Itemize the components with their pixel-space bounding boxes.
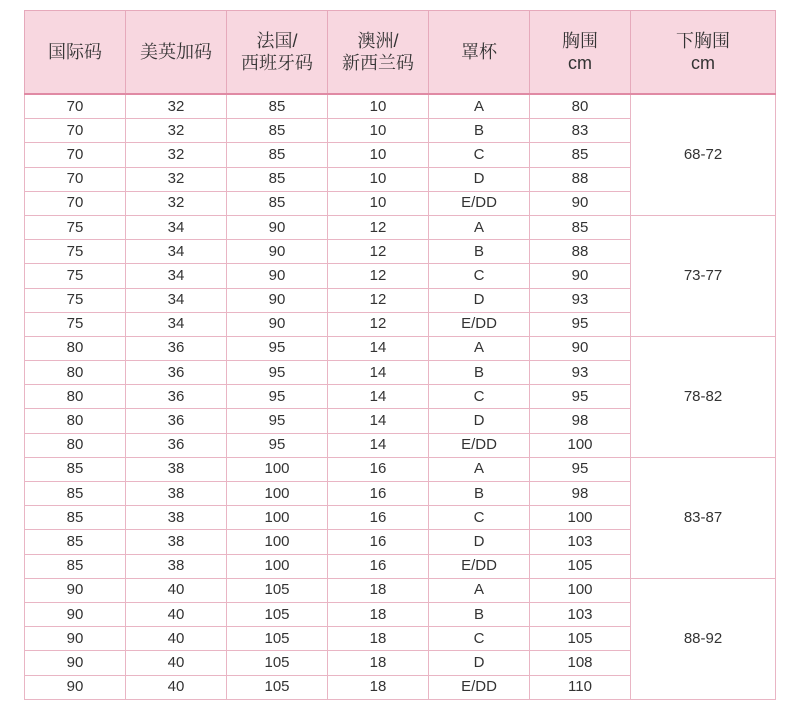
cell-au-nz-size: 10 (328, 119, 429, 143)
header-underbust: 下胸围 cm (631, 11, 776, 95)
cell-cup: A (429, 94, 530, 119)
cell-cup: D (429, 651, 530, 675)
cell-bust: 85 (530, 143, 631, 167)
cell-cup: B (429, 361, 530, 385)
cell-us-uk-ca-size: 38 (126, 506, 227, 530)
cell-intl-size: 85 (25, 482, 126, 506)
cell-us-uk-ca-size: 36 (126, 433, 227, 457)
cell-us-uk-ca-size: 32 (126, 94, 227, 119)
cell-cup: D (429, 288, 530, 312)
cell-intl-size: 70 (25, 94, 126, 119)
cell-intl-size: 85 (25, 530, 126, 554)
cell-au-nz-size: 12 (328, 240, 429, 264)
cell-fr-es-size: 95 (227, 361, 328, 385)
cell-fr-es-size: 90 (227, 312, 328, 336)
cell-intl-size: 80 (25, 385, 126, 409)
cell-fr-es-size: 90 (227, 264, 328, 288)
cell-fr-es-size: 105 (227, 627, 328, 651)
cell-intl-size: 75 (25, 215, 126, 239)
cell-bust: 110 (530, 675, 631, 699)
cell-cup: D (429, 530, 530, 554)
cell-intl-size: 85 (25, 506, 126, 530)
table-row (25, 578, 776, 602)
cell-bust: 80 (530, 94, 631, 119)
header-row (25, 11, 776, 95)
cell-us-uk-ca-size: 34 (126, 264, 227, 288)
cell-us-uk-ca-size: 38 (126, 554, 227, 578)
cell-bust: 105 (530, 627, 631, 651)
cell-intl-size: 80 (25, 409, 126, 433)
cell-us-uk-ca-size: 36 (126, 336, 227, 360)
header-cup: 罩杯 (429, 11, 530, 95)
header-au-nz-size: 澳洲/ 新西兰码 (328, 11, 429, 95)
cell-us-uk-ca-size: 36 (126, 361, 227, 385)
cell-fr-es-size: 105 (227, 651, 328, 675)
cell-intl-size: 90 (25, 627, 126, 651)
table-row (25, 215, 776, 239)
cell-intl-size: 75 (25, 264, 126, 288)
cell-au-nz-size: 12 (328, 264, 429, 288)
cell-fr-es-size: 100 (227, 530, 328, 554)
cell-bust: 98 (530, 482, 631, 506)
cell-au-nz-size: 14 (328, 361, 429, 385)
cell-au-nz-size: 14 (328, 336, 429, 360)
cell-intl-size: 70 (25, 191, 126, 215)
cell-fr-es-size: 90 (227, 215, 328, 239)
cell-intl-size: 85 (25, 554, 126, 578)
cell-us-uk-ca-size: 40 (126, 675, 227, 699)
cell-au-nz-size: 16 (328, 554, 429, 578)
cell-us-uk-ca-size: 32 (126, 191, 227, 215)
table-body (25, 94, 776, 699)
cell-intl-size: 90 (25, 675, 126, 699)
cell-cup: A (429, 457, 530, 481)
cell-cup: D (429, 167, 530, 191)
cell-bust: 85 (530, 215, 631, 239)
cell-us-uk-ca-size: 34 (126, 215, 227, 239)
cell-cup: E/DD (429, 191, 530, 215)
cell-fr-es-size: 100 (227, 457, 328, 481)
cell-intl-size: 90 (25, 578, 126, 602)
cell-bust: 103 (530, 530, 631, 554)
header-bust: 胸围 cm (530, 11, 631, 95)
cell-bust: 88 (530, 240, 631, 264)
cell-fr-es-size: 85 (227, 191, 328, 215)
cell-au-nz-size: 18 (328, 578, 429, 602)
table-row (25, 94, 776, 119)
cell-us-uk-ca-size: 40 (126, 578, 227, 602)
cell-au-nz-size: 12 (328, 215, 429, 239)
cell-fr-es-size: 85 (227, 143, 328, 167)
cell-fr-es-size: 95 (227, 336, 328, 360)
header-intl-size: 国际码 (25, 11, 126, 95)
table-row (25, 457, 776, 481)
cell-cup: E/DD (429, 433, 530, 457)
cell-bust: 90 (530, 264, 631, 288)
cell-au-nz-size: 18 (328, 675, 429, 699)
cell-intl-size: 85 (25, 457, 126, 481)
cell-bust: 108 (530, 651, 631, 675)
cell-us-uk-ca-size: 38 (126, 530, 227, 554)
cell-au-nz-size: 12 (328, 288, 429, 312)
table-header (25, 11, 776, 95)
cell-intl-size: 75 (25, 240, 126, 264)
cell-intl-size: 70 (25, 143, 126, 167)
cell-us-uk-ca-size: 38 (126, 482, 227, 506)
cell-au-nz-size: 16 (328, 530, 429, 554)
cell-intl-size: 90 (25, 602, 126, 626)
cell-intl-size: 90 (25, 651, 126, 675)
cell-us-uk-ca-size: 34 (126, 240, 227, 264)
cell-au-nz-size: 10 (328, 94, 429, 119)
cell-bust: 105 (530, 554, 631, 578)
cell-au-nz-size: 14 (328, 385, 429, 409)
cell-bust: 100 (530, 578, 631, 602)
cell-au-nz-size: 14 (328, 433, 429, 457)
cell-bust: 95 (530, 457, 631, 481)
header-us-uk-ca-size: 美英加码 (126, 11, 227, 95)
cell-bust: 103 (530, 602, 631, 626)
cell-cup: A (429, 215, 530, 239)
cell-fr-es-size: 105 (227, 675, 328, 699)
size-table (24, 10, 776, 700)
cell-bust: 90 (530, 191, 631, 215)
cell-intl-size: 75 (25, 312, 126, 336)
cell-cup: B (429, 602, 530, 626)
cell-cup: B (429, 119, 530, 143)
cell-bust: 95 (530, 312, 631, 336)
cell-cup: C (429, 506, 530, 530)
cell-au-nz-size: 16 (328, 506, 429, 530)
cell-au-nz-size: 18 (328, 602, 429, 626)
cell-fr-es-size: 95 (227, 385, 328, 409)
cell-us-uk-ca-size: 34 (126, 312, 227, 336)
cell-au-nz-size: 12 (328, 312, 429, 336)
cell-fr-es-size: 105 (227, 578, 328, 602)
cell-cup: C (429, 627, 530, 651)
cell-au-nz-size: 14 (328, 409, 429, 433)
cell-us-uk-ca-size: 32 (126, 143, 227, 167)
cell-intl-size: 75 (25, 288, 126, 312)
cell-us-uk-ca-size: 40 (126, 602, 227, 626)
cell-cup: E/DD (429, 675, 530, 699)
cell-bust: 95 (530, 385, 631, 409)
cell-intl-size: 80 (25, 433, 126, 457)
cell-au-nz-size: 10 (328, 191, 429, 215)
cell-cup: D (429, 409, 530, 433)
cell-bust: 93 (530, 361, 631, 385)
cell-cup: E/DD (429, 554, 530, 578)
table-row (25, 336, 776, 360)
cell-bust: 100 (530, 506, 631, 530)
cell-bust: 98 (530, 409, 631, 433)
cell-us-uk-ca-size: 36 (126, 385, 227, 409)
cell-fr-es-size: 95 (227, 409, 328, 433)
cell-au-nz-size: 18 (328, 627, 429, 651)
cell-intl-size: 80 (25, 336, 126, 360)
cell-au-nz-size: 10 (328, 167, 429, 191)
cell-fr-es-size: 100 (227, 554, 328, 578)
cell-us-uk-ca-size: 36 (126, 409, 227, 433)
cell-cup: C (429, 264, 530, 288)
cell-fr-es-size: 90 (227, 288, 328, 312)
cell-fr-es-size: 85 (227, 94, 328, 119)
cell-bust: 93 (530, 288, 631, 312)
cell-us-uk-ca-size: 40 (126, 627, 227, 651)
cell-bust: 100 (530, 433, 631, 457)
cell-us-uk-ca-size: 40 (126, 651, 227, 675)
cell-cup: A (429, 578, 530, 602)
cell-cup: A (429, 336, 530, 360)
cell-fr-es-size: 100 (227, 482, 328, 506)
cell-underbust-range: 68-72 (631, 94, 776, 215)
size-chart (24, 10, 776, 700)
cell-fr-es-size: 85 (227, 167, 328, 191)
cell-underbust-range: 88-92 (631, 578, 776, 699)
cell-cup: B (429, 240, 530, 264)
cell-au-nz-size: 10 (328, 143, 429, 167)
cell-cup: E/DD (429, 312, 530, 336)
cell-fr-es-size: 105 (227, 602, 328, 626)
cell-au-nz-size: 18 (328, 651, 429, 675)
cell-underbust-range: 83-87 (631, 457, 776, 578)
cell-bust: 83 (530, 119, 631, 143)
cell-underbust-range: 73-77 (631, 215, 776, 336)
cell-intl-size: 70 (25, 119, 126, 143)
cell-bust: 88 (530, 167, 631, 191)
cell-cup: C (429, 143, 530, 167)
cell-fr-es-size: 85 (227, 119, 328, 143)
cell-intl-size: 70 (25, 167, 126, 191)
header-fr-es-size: 法国/ 西班牙码 (227, 11, 328, 95)
cell-bust: 90 (530, 336, 631, 360)
cell-cup: C (429, 385, 530, 409)
cell-us-uk-ca-size: 32 (126, 167, 227, 191)
cell-underbust-range: 78-82 (631, 336, 776, 457)
cell-us-uk-ca-size: 32 (126, 119, 227, 143)
cell-intl-size: 80 (25, 361, 126, 385)
cell-fr-es-size: 90 (227, 240, 328, 264)
cell-au-nz-size: 16 (328, 482, 429, 506)
cell-cup: B (429, 482, 530, 506)
cell-us-uk-ca-size: 34 (126, 288, 227, 312)
cell-fr-es-size: 100 (227, 506, 328, 530)
cell-fr-es-size: 95 (227, 433, 328, 457)
cell-au-nz-size: 16 (328, 457, 429, 481)
cell-us-uk-ca-size: 38 (126, 457, 227, 481)
